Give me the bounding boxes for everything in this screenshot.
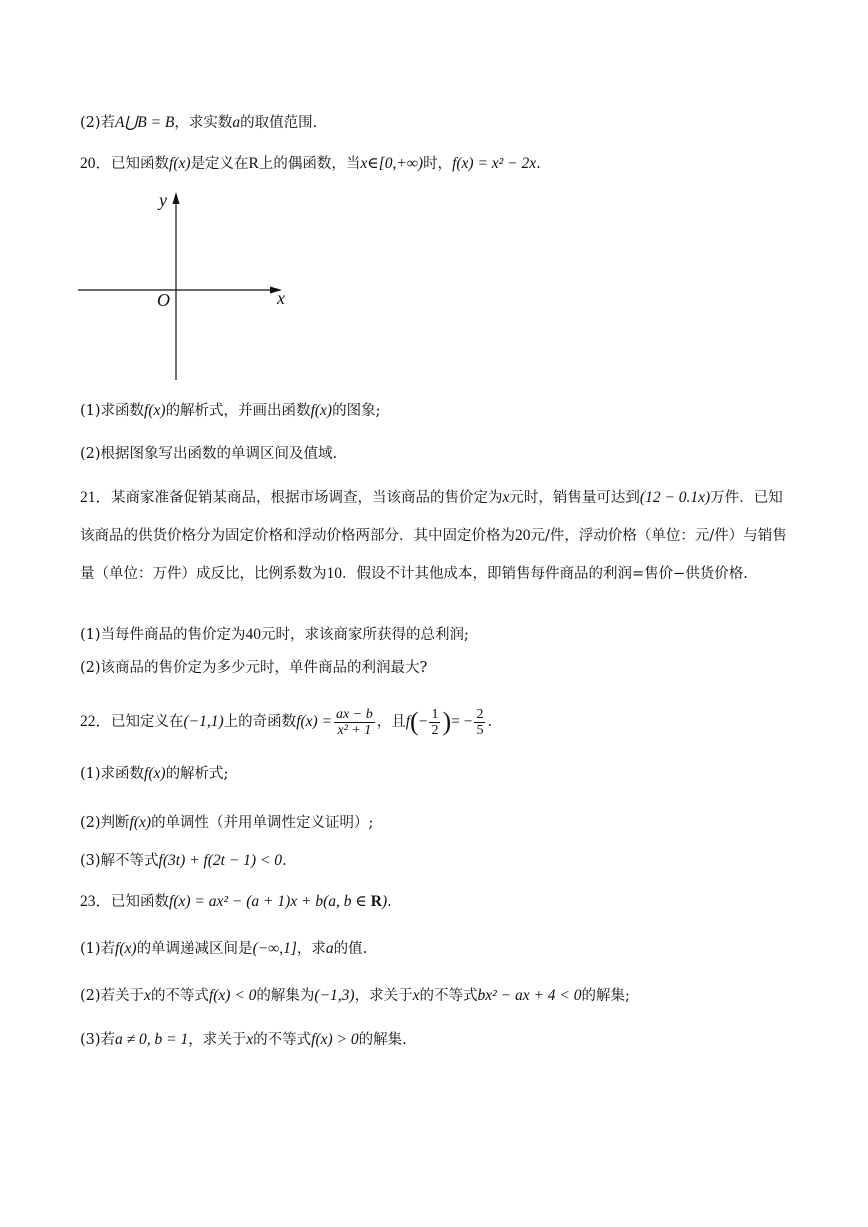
q23-part3-b: ，求关于 [188, 1032, 247, 1048]
q23-formula: f(x) = ax² − (a + 1)x + b(a, b ∈ [169, 893, 371, 910]
q21-text-e: ．假设不计其他成本，即销售每件商品的利润=售价−供货价格. [342, 566, 748, 582]
q20-number: 20． [80, 155, 112, 172]
q22-fx-eq: f(x) = [296, 713, 333, 730]
q20-part1-fx: f(x) [144, 402, 166, 419]
q23-part1-a: (1)若 [80, 941, 116, 957]
q22-part3 [80, 850, 808, 872]
q23-formula-end: ) [381, 893, 388, 910]
q20-text-a: 已知函数 [111, 156, 170, 172]
q19-var-a: a [232, 114, 241, 131]
q20-part1-b: 的解析式，并画出函数 [165, 403, 311, 419]
origin-label: O [157, 290, 170, 310]
q23-end: . [387, 894, 392, 910]
coordinate-axes [76, 188, 296, 384]
q23-part3-c: 的不等式 [253, 1032, 312, 1048]
q22-part2-b: 的单调性（并用单调性定义证明）; [151, 815, 374, 831]
q23-part3-ineq: f(x) > 0 [311, 1031, 359, 1048]
q21-sales-expr: (12 − 0.1x) [639, 489, 711, 506]
q22-numerator: ax − b [336, 706, 373, 722]
q19-union-condition: A⋃B = B [115, 114, 175, 131]
q22-text-b: 上的奇函数 [223, 714, 297, 730]
q23-part2-b: 的不等式 [150, 988, 209, 1004]
q20-part1-fx2: f(x) [310, 402, 333, 419]
q23-part1-var: a [325, 940, 334, 957]
q23-part2-e: 的不等式 [419, 988, 478, 1004]
q22-denominator: x² + 1 [337, 722, 372, 738]
q23-part3-x: x [246, 1031, 254, 1048]
q22-left-paren: ( [410, 707, 419, 736]
q22-fraction [334, 707, 375, 738]
q23-part3 [80, 1029, 808, 1051]
q22-part2-a: (2)判断 [80, 815, 130, 831]
q23-part3-cond: a ≠ 0, b = 1 [115, 1031, 189, 1048]
y-axis-arrow-icon [173, 192, 180, 204]
q23-part2-c: 的解集为 [256, 988, 315, 1004]
q22-text-c: ，且 [376, 714, 406, 730]
q19-part2-suffix: 的取值范围. [240, 115, 318, 131]
q20-formula: f(x) = x² − 2x [452, 155, 537, 172]
q22-right-paren: ) [442, 707, 452, 736]
q20-part2: (2)根据图象写出函数的单调区间及值域. [80, 446, 338, 462]
q23-part1-interval: (−∞,1] [252, 940, 297, 957]
q23-part1-d: 的值. [333, 941, 368, 957]
q21-number: 21． [80, 489, 112, 506]
q23-real-set: R [370, 893, 382, 910]
q22-inequality: f(3t) + f(2t − 1) < 0 [158, 852, 283, 869]
q20-fx: f(x) [169, 155, 191, 172]
q20-set-r: R [248, 155, 259, 172]
q21-text-c: 万件．已知该商品的供货价格分为固定价格和浮动价格两部分．其中固定价格为 [80, 490, 783, 544]
q20-part1-c: 的图象; [332, 403, 381, 419]
q23-part2-d: ，求关于 [354, 988, 413, 1004]
q22-f-label: f [405, 713, 411, 730]
q21-text-d: 元/件，浮动价格（单位：元/件）与销售量（单位：万件）成反比，比例系数为 [80, 528, 787, 582]
q23-part2-a: (2)若关于 [80, 988, 145, 1004]
q23-part1-b: 的单调递减区间是 [136, 941, 253, 957]
q22-half-den: 2 [431, 722, 439, 738]
q22-part1-a: (1)求函数 [80, 766, 145, 782]
q23-part1-fx: f(x) [115, 940, 137, 957]
q23-part1 [80, 938, 808, 960]
q22-part2-fx: f(x) [129, 814, 152, 831]
q22-part2 [80, 812, 808, 834]
q22-val-den: 5 [476, 722, 484, 738]
q21-part1-a: (1)当每件商品的售价定为 [80, 627, 246, 643]
q21-part2: (2)该商品的售价定为多少元时，单件商品的利润最大? [80, 660, 428, 676]
q22-part3-a: (3)解不等式 [80, 853, 159, 869]
q22-interval: (−1,1) [183, 713, 224, 730]
q23-part3-a: (3)若 [80, 1032, 116, 1048]
x-axis-label: x [277, 288, 285, 308]
q20-text-c: 上的偶函数，当 [258, 156, 361, 172]
q23-part2-f: 的解集; [581, 988, 630, 1004]
q23-part2-x2: x [412, 987, 420, 1004]
q20-stem [80, 153, 808, 175]
q22-part3-end: . [282, 853, 287, 869]
q21-text-a: 某商家准备促销某商品，根据市场调查，当该商品的售价定为 [111, 490, 503, 506]
q22-part1-fx: f(x) [144, 765, 166, 782]
q21-var-x: x [502, 489, 510, 506]
q23-part1-c: ，求 [296, 941, 326, 957]
q20-part1 [80, 400, 808, 422]
q19-part2-prefix: (2)若 [80, 115, 116, 131]
q22-text-a: 已知定义在 [111, 714, 184, 730]
q23-text-a: 已知函数 [111, 894, 170, 910]
q22-val-num: 2 [476, 706, 484, 722]
q20-text-b: 是定义在 [190, 156, 249, 172]
q22-stem [80, 700, 808, 744]
q20-end: . [536, 156, 541, 172]
q23-stem [80, 891, 808, 913]
q23-part2-interval: (−1,3) [314, 987, 355, 1004]
q22-part1-b: 的解析式; [165, 766, 229, 782]
y-axis-label: y [159, 190, 167, 210]
q23-part2-ineq: f(x) < 0 [208, 987, 257, 1004]
q22-part1 [80, 763, 808, 785]
q23-part3-d: 的解集. [358, 1032, 407, 1048]
q22-half-fraction [429, 707, 440, 738]
q23-part2-x: x [144, 987, 151, 1004]
q20-text-d: 时， [423, 156, 453, 172]
q22-end: . [487, 714, 493, 730]
q22-half-num: 1 [431, 706, 439, 722]
q21-price: 40 [245, 626, 262, 643]
q21-text-b: 元时，销售量可达到 [509, 490, 640, 506]
q21-part1-b: 元时，求该商家所获得的总利润; [261, 627, 469, 643]
q19-part2 [80, 112, 808, 134]
q21-fixed-price: 20 [515, 527, 531, 544]
q21-part1 [80, 624, 808, 646]
q22-half-sign: − [418, 713, 428, 730]
q23-part2-ineq2: bx² − ax + 4 < 0 [477, 987, 582, 1004]
q20-condition: x∈[0,+∞) [360, 155, 424, 172]
q22-number: 22． [80, 713, 112, 730]
q21-coefficient: 10 [326, 565, 342, 582]
q22-value-fraction [474, 707, 485, 738]
q23-part2 [80, 985, 808, 1007]
q22-eq-sign: = − [451, 713, 473, 730]
q19-part2-mid: ，求实数 [174, 115, 233, 131]
q20-part1-a: (1)求函数 [80, 403, 145, 419]
q21-stem [80, 479, 788, 593]
q23-number: 23． [80, 893, 112, 910]
